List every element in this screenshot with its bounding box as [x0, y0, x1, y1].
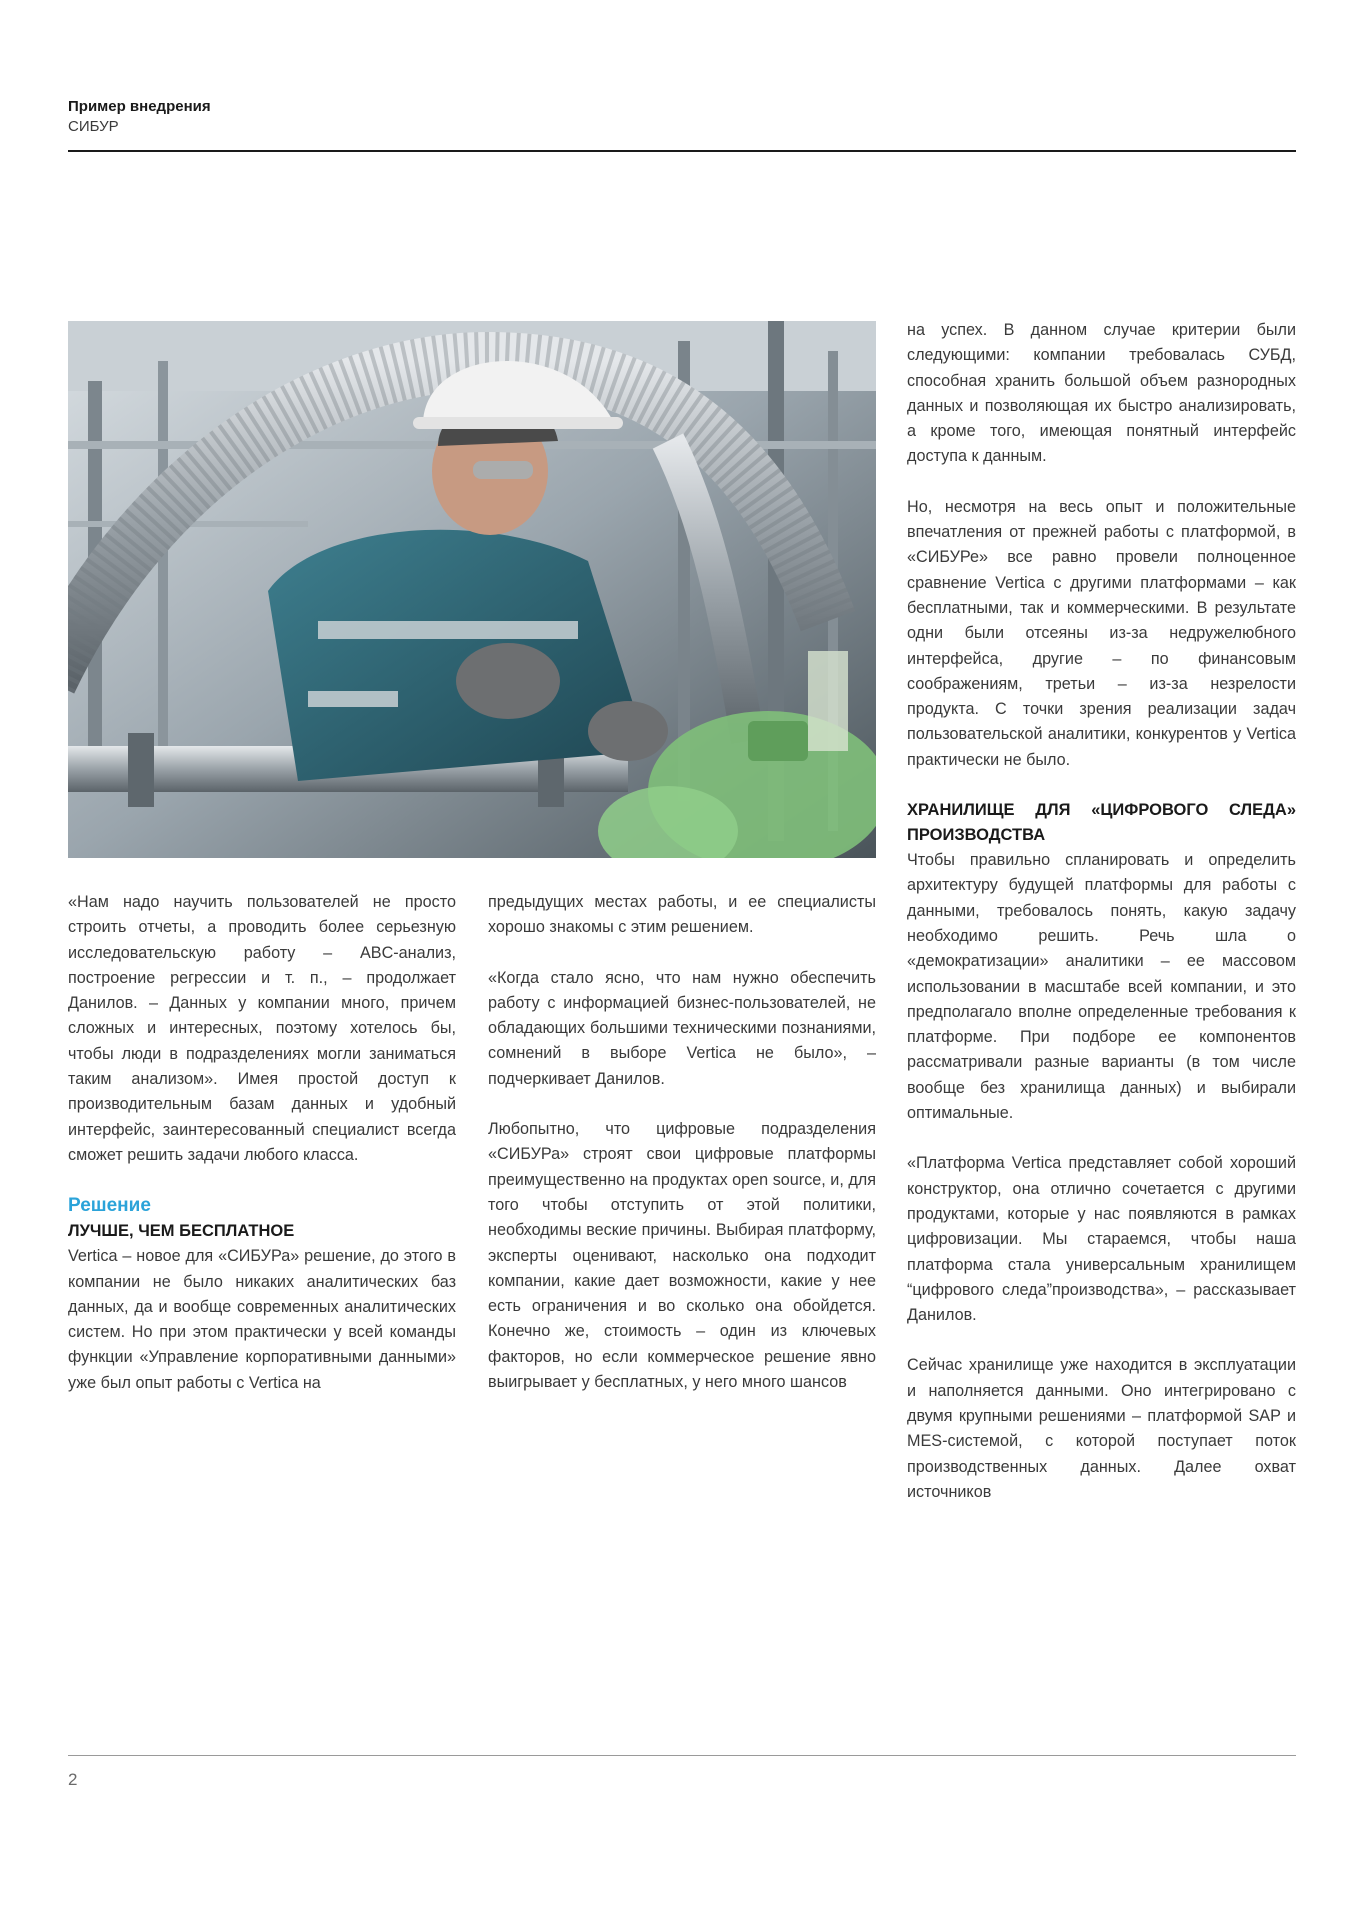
- paragraph: «Когда стало ясно, что нам нужно обеспечить работу с информацией бизнес-пользователей, не обладающих большими техническими познаниями, сомнений в выборе Vertica не было», – подчеркивает Данилов.: [488, 968, 876, 1088]
- section-title: ХРАНИЛИЩЕ ДЛЯ «ЦИФРОВОГО СЛЕДА» ПРОИЗВОДСТВА: [907, 801, 1296, 845]
- paragraph: Чтобы правильно спланировать и определить архитектуру будущей платформы для работы с данными, требовалось понять, какую задачу необходимо решить. Речь шла о «демократизации» аналитики – ее массовом использовании в масштабе всей компании, и это предполагало вполне определенные требования к платформе. При подборе ее компонентов рассматривали разные варианты (в том числе вообще без хранилища данных) и выбирали оптимальные.: [907, 851, 1296, 1123]
- paragraph: «Платформа Vertica представляет собой хороший конструктор, она отлично сочетается с другими продуктами, которые у нас появляются в рамках цифровизации. Мы стараемся, чтобы наша платформа стала универсальным хранилищем “цифрового следа”производства», – рассказывает Данилов.: [907, 1154, 1296, 1325]
- paragraph: на успех. В данном случае критерии были следующими: компании требовалась СУБД, способная хранить большой объем разнородных данных и позволяющая их быстро анализировать, а кроме того, имеющая понятный интерфейс доступа к данным.: [907, 321, 1296, 466]
- header-subtitle: СИБУР: [68, 118, 119, 135]
- paragraph: Сейчас хранилище уже находится в эксплуатации и наполняется данными. Оно интегрировано с двумя крупными решениями – платформой SAP и MES-системой, с которой поступает поток производственных данных. Далее охват источников: [907, 1356, 1296, 1501]
- text-column-3: [907, 318, 1296, 1505]
- paragraph: предыдущих местах работы, и ее специалисты хорошо знакомы с этим решением.: [488, 893, 876, 937]
- header-divider: [68, 150, 1296, 152]
- footer-divider: [68, 1755, 1296, 1756]
- page-number: 2: [68, 1770, 78, 1789]
- paragraph: Любопытно, что цифровые подразделения «СИБУРа» строят свои цифровые платформы преимущественно на продуктах open source, и, для того чтобы отступить от этой политики, необходимы веские причины. Выбирая платформу, эксперты оценивают, насколько она подходит компании, какие дает возможности, какие у нее есть ограничения и во сколько она обойдется. Конечно же, стоимость – один из ключевых факторов, но если коммерческое решение явно выигрывает у бесплатных, у него много шансов: [488, 1120, 876, 1392]
- section-label: Решение: [68, 1195, 151, 1217]
- section-title: ЛУЧШЕ, ЧЕМ БЕСПЛАТНОЕ: [68, 1222, 295, 1241]
- page-header: [68, 97, 1296, 137]
- text-column-2: [488, 890, 876, 1420]
- header-title: Пример внедрения: [68, 98, 211, 115]
- industrial-worker-photo: [68, 321, 876, 858]
- text-column-1: [68, 890, 456, 1421]
- paragraph: «Нам надо научить пользователей не просто строить отчеты, а проводить более серьезную исследовательскую работу – ABC-анализ, построение регрессии и т. п., – продолжает Данилов. – Данных у компании много, причем сложных и интересных, поэтому хотелось бы, чтобы люди в подразделениях могли заниматься таким анализом». Имея простой доступ к производительным базам данных и удобный интерфейс, заинтересованный специалист всегда сможет решить задачи любого класса.: [68, 893, 456, 1164]
- paragraph: Но, несмотря на весь опыт и положительные впечатления от прежней работы с платформой, в «СИБУРе» все равно провели полноценное сравнение Vertica с другими платформами – как бесплатными, так и коммерческими. В результате одни были отсеяны из-за недружелюбного интерфейса, другие – по финансовым соображениям, третьи – из-за незрелости продукта. С точки зрения реализации задач пользовательской аналитики, конкурентов у Vertica практически не было.: [907, 497, 1296, 769]
- paragraph: Vertica – новое для «СИБУРа» решение, до этого в компании не было никаких аналитических баз данных, да и вообще современных аналитических систем. Но при этом практически у всей команды функции «Управление корпоративными данными» уже был опыт работы с Vertica на: [68, 1247, 456, 1392]
